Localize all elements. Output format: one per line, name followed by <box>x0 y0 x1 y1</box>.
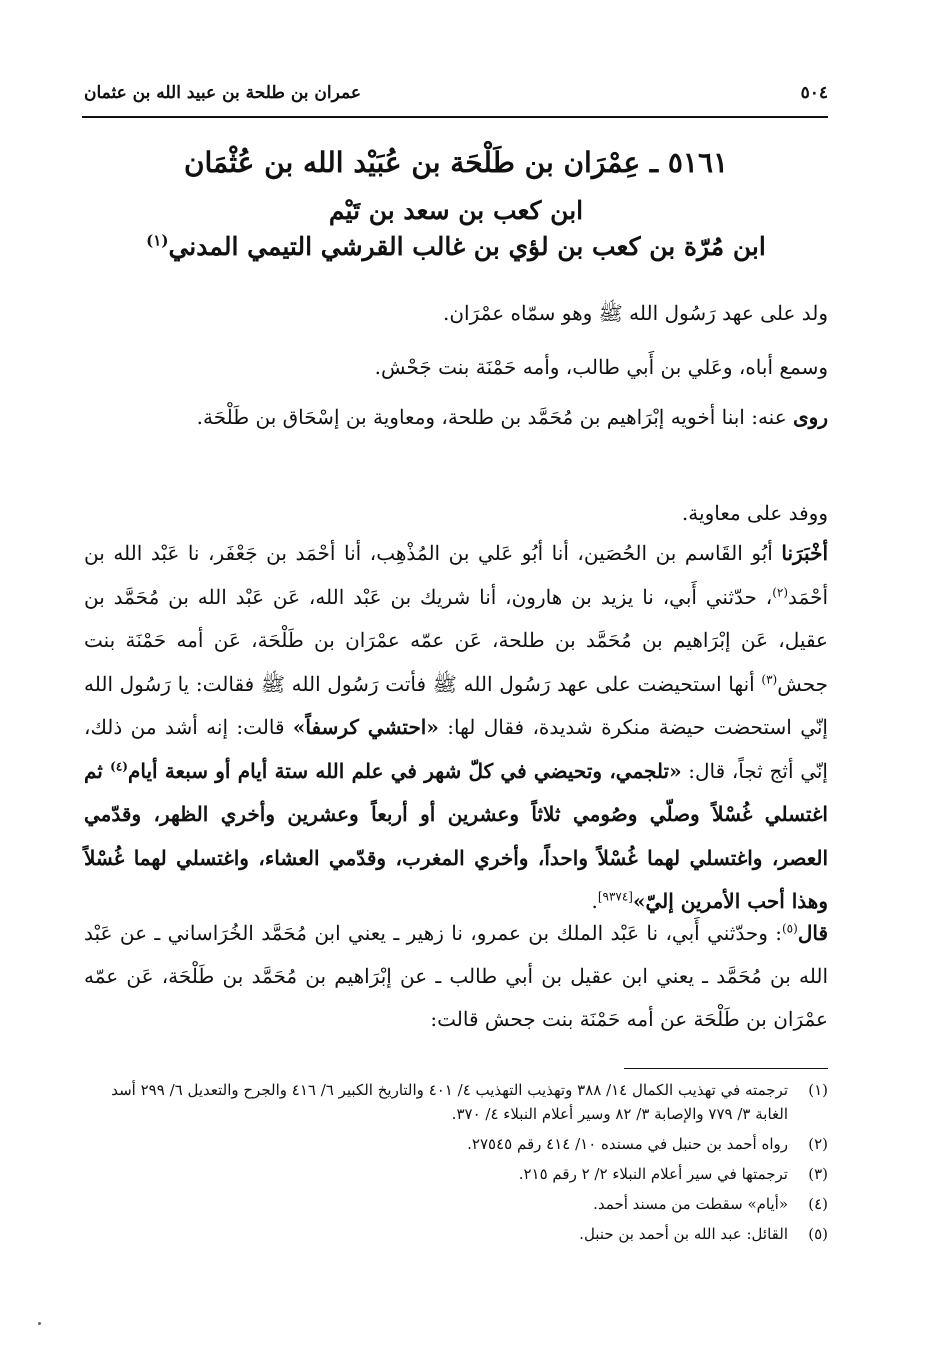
matn-part-c: أنها استحيضت على عهد رَسُول الله ﷺ فأتت رَسُول الله ﷺ فقالت: يا رَسُول الله إنّي استحضت حيضة منكرة شديدة، فقال لها: <box>84 671 828 739</box>
paragraph-narrators <box>84 394 828 440</box>
paragraph-visit: ووفد على معاوية. <box>681 501 828 525</box>
footnote-5 <box>84 1222 828 1246</box>
paragraph-birth: ولد على عهد رَسُول الله ﷺ وهو سمّاه عمْرَان. <box>443 301 828 325</box>
footnote-ref-1[interactable]: (١) <box>146 231 169 250</box>
footnote-ref-4[interactable]: (٤) <box>110 758 128 773</box>
hadith-ref-number: [٩٣٧٤] <box>597 889 633 904</box>
footnote-1 <box>84 1078 828 1126</box>
running-header <box>84 76 828 110</box>
footnote-text: القائل: عبد الله بن أحمد بن حنبل. <box>579 1225 788 1243</box>
isnad-part-b: ، حدّثني أَبي، نا يزيد بن هارون، أنا شريك بن عَبْد الله، عَن عَبْد الله بن مُحَمَّد بن عقيل، عَن إبْرَاهيم بن مُحَمَّد بن طلحة، عَن عمّه عمْرَان بن طَلْحَة، عَن أمه حَمْنَة بنت جحش <box>84 584 828 696</box>
footnote-4 <box>84 1192 828 1216</box>
scan-speck <box>38 1322 41 1325</box>
akhbarana-lead: أخْبَرَنا <box>781 541 828 565</box>
footnote-text: ترجمته في تهذيب الكمال ١٤/ ٣٨٨ وتهذيب التهذيب ٤/ ٤٠١ والتاريخ الكبير ٦/ ٤١٦ والجرح والتعديل ٦/ ٢٩٩ أسد الغابة ٣/ ٧٧٩ والإصابة ٣/ ٨٢ وسير أعلام النبلاء ٤/ ٣٧٠. <box>111 1081 788 1123</box>
footnote-rule <box>624 1068 828 1069</box>
isnad-part-a: أبُو القَاسم بن الحُصَين، أنا أبُو عَلي بن المُذْهِب، أنا أحْمَد بن جَعْفَر، نا عَبْد الله بن أحْمَد <box>84 541 828 609</box>
paragraph-hadith-1 <box>84 532 828 924</box>
isnad-2-text: : وحدّثني أَبي، نا عَبْد الملك بن عمرو، نا زهير ـ يعني ابن مُحَمَّد الخُرَاساني ـ عن عَبْد الله بن مُحَمَّد ـ يعني ابن عقيل بن أبي طالب ـ عن إبْرَاهيم بن مُحَمَّد بن طَلْحَة، عَن عمّه عمْرَان بن طَلْحَة عن أمه حَمْنَة بنت جحش قالت: <box>84 921 828 1031</box>
running-title: عمران بن طلحة بن عبيد الله بن عثمان <box>84 83 361 103</box>
footnote-number: (٢) <box>808 1135 828 1153</box>
paragraph-heard-from: وسمع أباه، وعَلي بن أَبي طالب، وأمه حَمْنَة بنت جَحْش. <box>374 355 828 379</box>
footnote-number: (١) <box>808 1081 828 1099</box>
footnotes <box>84 1078 828 1252</box>
footnote-number: (٥) <box>808 1225 828 1243</box>
header-rule <box>82 116 828 118</box>
footnote-text: «أيام» سقطت من مسند أحمد. <box>593 1195 788 1213</box>
footnote-2 <box>84 1132 828 1156</box>
entry-title-line-3-text: ابن مُرّة بن كعب بن لؤي بن غالب القرشي التيمي المدني <box>168 232 766 261</box>
footnote-ref-2[interactable]: (٢) <box>772 584 789 599</box>
footnote-ref-3[interactable]: (٣) <box>761 671 778 686</box>
paragraph-hadith-2 <box>84 912 828 1041</box>
hadith-end-dot: . <box>591 889 598 913</box>
entry-title-line-2: ابن كعب بن سعد بن تَيْم <box>328 196 584 225</box>
footnote-3 <box>84 1162 828 1186</box>
quote-talajjami: «تلجمي، وتحيضي في كلّ شهر في علم الله ستة أيام أو سبعة أيام <box>127 758 682 783</box>
entry-title-line-3 <box>84 232 828 261</box>
qala-lead: قال <box>797 921 828 945</box>
footnote-number: (٣) <box>808 1165 828 1183</box>
footnote-text: ترجمتها في سير أعلام النبلاء ٢/ ٢ رقم ٢١٥. <box>518 1165 788 1183</box>
matn-part-e: قالت: إنه أشد من ذلك، إنّي أثج ثجاً، قال: <box>84 715 828 783</box>
quote-ightasili: ثم اغتسلي غُسْلاً وصلّي وصُومي ثلاثاً وعشرين أو أربعاً وعشرين وأخري الظهر، وقدّمي العصر، واغتسلي لهما غُسْلاً واحداً، وأخري المغرب، وقدّمي العشاء، واغتسلي لهما غُسْلاً وهذا أحب الأمرين إليّ» <box>84 758 828 913</box>
footnote-number: (٤) <box>808 1195 828 1213</box>
quote-ihtashi: «احتشي كرسفاً» <box>292 715 439 739</box>
narrators-text: عنه: ابنا أخويه إبْرَاهيم بن مُحَمَّد بن طلحة، ومعاوية بن إسْحَاق بن طَلْحَة. <box>196 405 794 429</box>
footnote-ref-5[interactable]: (٥) <box>781 921 798 936</box>
page-number: ٥٠٤ <box>800 83 828 103</box>
footnote-text: رواه أحمد بن حنبل في مسنده ١٠/ ٤١٤ رقم ٢٧٥٤٥. <box>467 1135 788 1153</box>
rawa-lead: روى <box>793 405 828 429</box>
entry-title-line-1: ٥١٦١ ـ عِمْرَان بن طَلْحَة بن عُبَيْد الله بن عُثْمَان <box>183 146 729 179</box>
